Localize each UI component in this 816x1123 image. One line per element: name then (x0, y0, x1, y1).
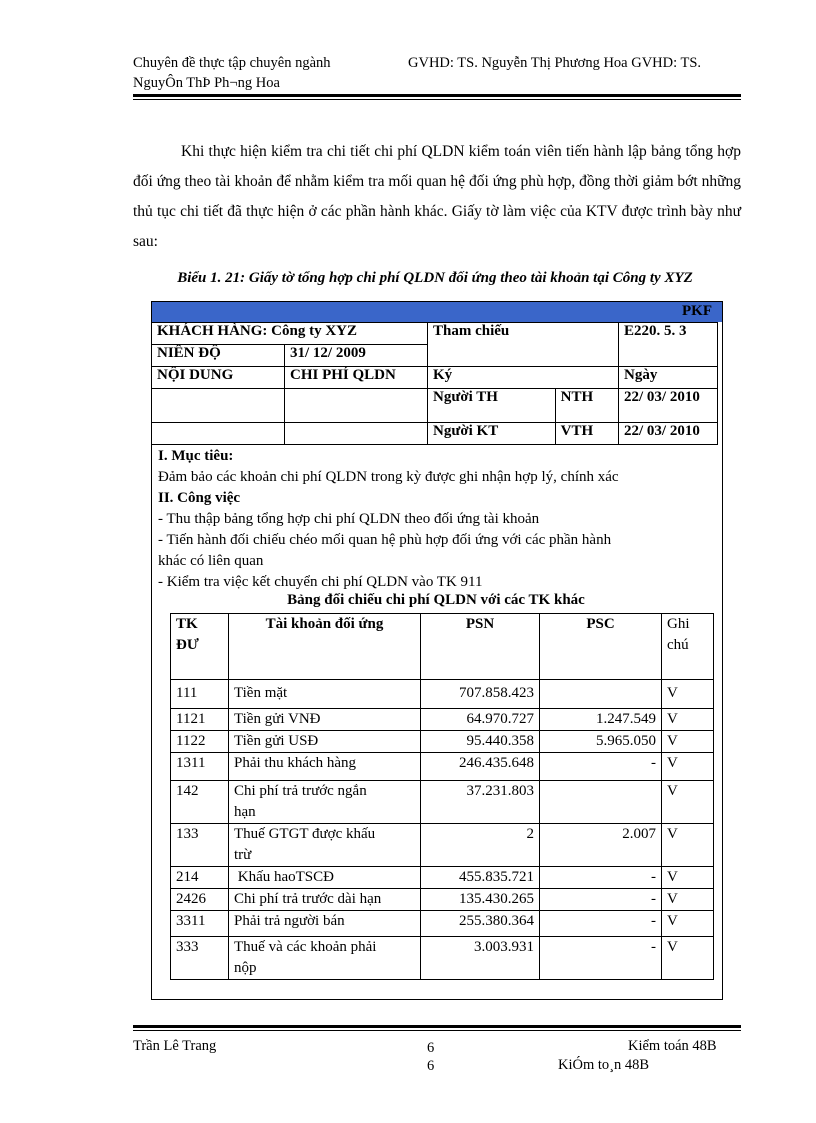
psc-cell: 5.965.050 (540, 731, 662, 753)
work-item-2-line1: - Tiến hành đối chiếu chéo mối quan hệ phù hợp đối ứng với các phần hành (158, 532, 612, 548)
footer-page-number-2: 6 (427, 1058, 435, 1074)
work-item-1: - Thu thập bảng tổng hợp chi phí QLDN theo đối ứng tài khoản (158, 511, 540, 527)
psn-cell: 455.835.721 (421, 867, 540, 889)
note-cell: V (662, 731, 714, 753)
table-row (171, 753, 714, 781)
note-cell: V (662, 911, 714, 937)
period-label: NIÊN ĐỘ (152, 345, 285, 367)
psn-cell: 135.430.265 (421, 889, 540, 911)
work-item-2-line2: khác có liên quan (158, 553, 264, 569)
content-label: NỘI DUNG (152, 367, 285, 389)
account-cell: Thuế GTGT được khấu trừ (229, 824, 421, 867)
footer-page-number: 6 (427, 1040, 435, 1056)
footer-class: Kiểm toán 48B (628, 1038, 717, 1054)
table-row (171, 824, 714, 867)
tk-cell: 333 (171, 937, 229, 980)
col-header-account: Tài khoản đối ứng (229, 614, 421, 680)
footer-class-2: KiÓm to¸n 48B (558, 1057, 650, 1073)
note-cell: V (662, 781, 714, 824)
reconciliation-table-title: Bảng đối chiếu chi phí QLDN với các TK khác (287, 592, 585, 608)
empty-cell (152, 389, 285, 423)
col-header-psn: PSN (421, 614, 540, 680)
header-rule-thick (133, 94, 741, 97)
date-label: Ngày (619, 367, 718, 389)
account-cell: Chi phí trả trước ngắn hạn (229, 781, 421, 824)
account-cell: Tiền mặt (229, 680, 421, 709)
psn-cell: 95.440.358 (421, 731, 540, 753)
table-row (171, 731, 714, 753)
table-row (171, 867, 714, 889)
table-row (171, 937, 714, 980)
table-row (171, 709, 714, 731)
preparer-date: 22/ 03/ 2010 (619, 389, 718, 423)
client-name: KHÁCH HÀNG: Công ty XYZ (152, 323, 428, 345)
figure-caption: Biểu 1. 21: Giấy tờ tổng hợp chi phí QLDN đối ứng theo tài khoản tại Công ty XYZ (177, 270, 693, 286)
preparer-label: Người TH (428, 389, 556, 423)
tk-cell: 2426 (171, 889, 229, 911)
tk-cell: 1121 (171, 709, 229, 731)
psc-cell: - (540, 889, 662, 911)
psc-cell: 2.007 (540, 824, 662, 867)
psc-cell (540, 680, 662, 709)
psn-cell: 255.380.364 (421, 911, 540, 937)
note-cell: V (662, 709, 714, 731)
pkf-label: PKF (682, 303, 712, 319)
reference-label: Tham chiếu (428, 323, 619, 367)
intro-paragraph: Khi thực hiện kiểm tra chi tiết chi phí QLDN kiểm toán viên tiến hành lập bảng tổng hợp đối ứng theo tài khoản để nhằm kiểm tra mối quan hệ đối ứng phù hợp, đồng thời giảm bớt những thủ tục chi tiết đã thực hiện ở các phần hành khác. Giấy tờ làm việc của KTV được trình bày như sau: (133, 143, 741, 250)
psn-cell: 2 (421, 824, 540, 867)
reference-value: E220. 5. 3 (619, 323, 718, 367)
client-info-table (151, 322, 718, 445)
header-left-line1: Chuyên đề thực tập chuyên ngành (133, 55, 331, 71)
table-row (171, 781, 714, 824)
empty-cell (285, 423, 428, 445)
reconciliation-table (170, 613, 714, 980)
psc-cell: - (540, 867, 662, 889)
reviewer-initials: VTH (555, 423, 618, 445)
reviewer-date: 22/ 03/ 2010 (619, 423, 718, 445)
table-row (171, 680, 714, 709)
header-right: GVHD: TS. Nguyễn Thị Phương Hoa GVHD: TS. (408, 55, 702, 71)
tk-cell: 1122 (171, 731, 229, 753)
sign-label: Ký (428, 367, 619, 389)
col-header-psc: PSC (540, 614, 662, 680)
account-cell: Phải thu khách hàng (229, 753, 421, 781)
note-cell: V (662, 753, 714, 781)
account-cell: Chi phí trả trước dài hạn (229, 889, 421, 911)
footer-author: Trần Lê Trang (133, 1038, 217, 1054)
footer-rule-thick (133, 1025, 741, 1028)
tk-cell: 214 (171, 867, 229, 889)
psc-cell: - (540, 911, 662, 937)
objective-text: Đảm bảo các khoản chi phí QLDN trong kỳ được ghi nhận hợp lý, chính xác (158, 469, 619, 485)
header-rule-thin (133, 99, 741, 100)
psc-cell: - (540, 937, 662, 980)
tk-cell: 111 (171, 680, 229, 709)
psc-cell (540, 781, 662, 824)
content-value: CHI PHÍ QLDN (285, 367, 428, 389)
note-cell: V (662, 824, 714, 867)
col-header-note: Ghi chú (662, 614, 714, 680)
account-cell: Khấu haoTSCĐ (229, 867, 421, 889)
table-row (171, 889, 714, 911)
objective-title: I. Mục tiêu: (158, 448, 234, 464)
table-row (171, 911, 714, 937)
account-cell: Tiền gửi VNĐ (229, 709, 421, 731)
preparer-initials: NTH (555, 389, 618, 423)
account-cell: Phải trả người bán (229, 911, 421, 937)
account-cell: Thuế và các khoản phải nộp (229, 937, 421, 980)
account-cell: Tiền gửi USĐ (229, 731, 421, 753)
period-value: 31/ 12/ 2009 (285, 345, 428, 367)
note-cell: V (662, 937, 714, 980)
work-item-3: - Kiểm tra việc kết chuyển chi phí QLDN vào TK 911 (158, 574, 483, 590)
pkf-header-bar (152, 302, 722, 322)
empty-cell (152, 423, 285, 445)
header-left-line2: NguyÔn ThÞ Ph¬ng Hoa (133, 75, 280, 91)
reviewer-label: Người KT (428, 423, 556, 445)
psn-cell: 707.858.423 (421, 680, 540, 709)
footer-rule-thin (133, 1030, 741, 1031)
tk-cell: 133 (171, 824, 229, 867)
note-cell: V (662, 680, 714, 709)
psc-cell: - (540, 753, 662, 781)
work-section (158, 446, 718, 593)
tk-cell: 1311 (171, 753, 229, 781)
tk-cell: 3311 (171, 911, 229, 937)
psn-cell: 37.231.803 (421, 781, 540, 824)
psn-cell: 246.435.648 (421, 753, 540, 781)
note-cell: V (662, 867, 714, 889)
psn-cell: 3.003.931 (421, 937, 540, 980)
col-header-tk: TK ĐƯ (171, 614, 229, 680)
empty-cell (285, 389, 428, 423)
psn-cell: 64.970.727 (421, 709, 540, 731)
note-cell: V (662, 889, 714, 911)
work-title: II. Công việc (158, 490, 241, 506)
tk-cell: 142 (171, 781, 229, 824)
psc-cell: 1.247.549 (540, 709, 662, 731)
